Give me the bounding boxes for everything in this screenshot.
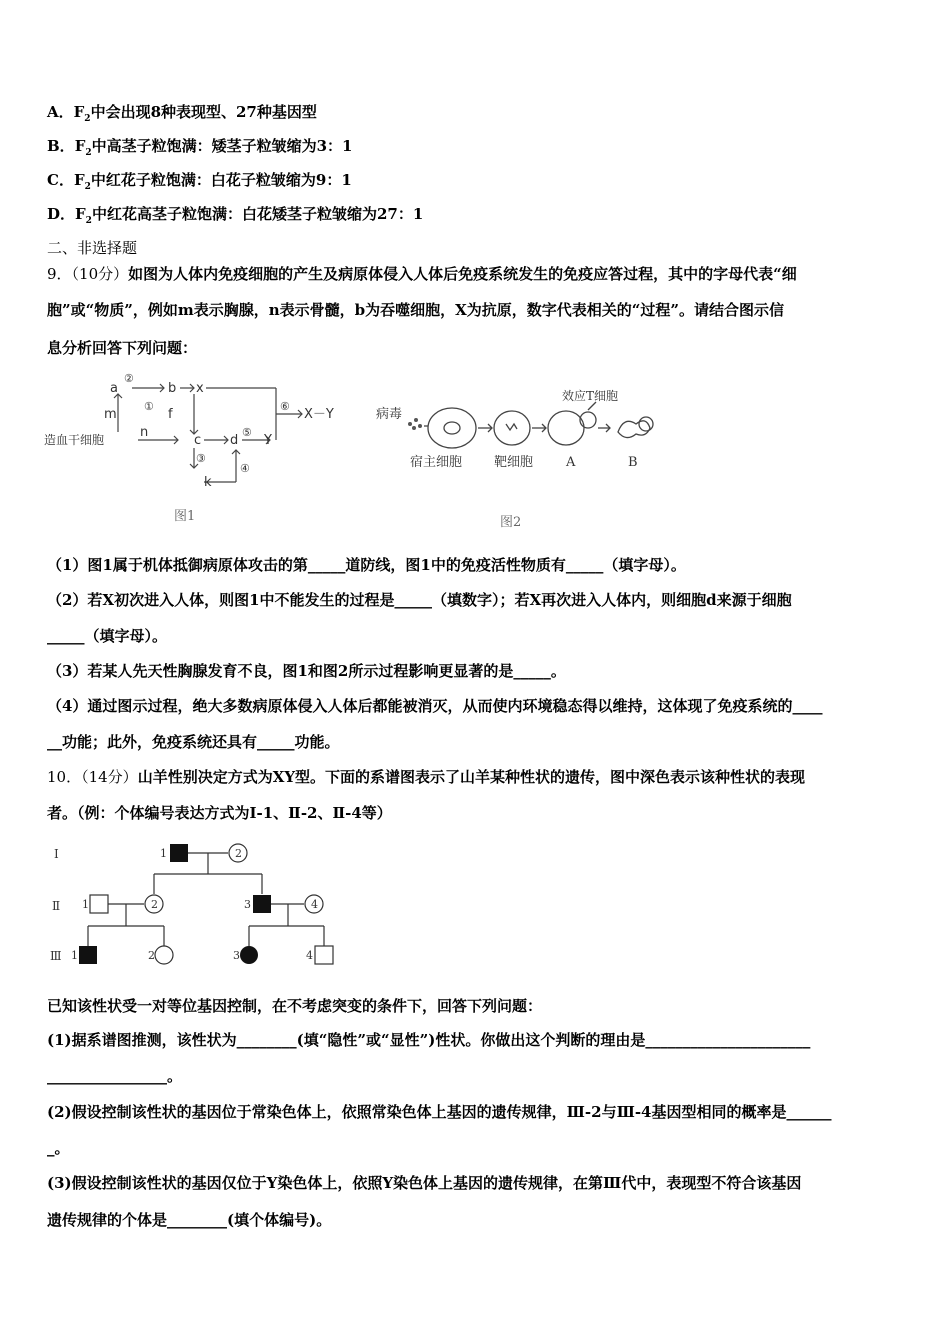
individual-II-3 <box>253 895 271 913</box>
fig1-label-c: c <box>194 433 202 448</box>
label-III-3: 3 <box>233 949 240 962</box>
fig2-caption: 图2 <box>500 515 522 530</box>
fig2-label-target: 靶细胞 <box>494 455 534 470</box>
label-III-4: 4 <box>306 949 313 962</box>
fig1-label-d: d <box>230 433 239 448</box>
fig1-label-a: a <box>110 381 118 396</box>
q10-question-1: (1)据系谱图推测，该性状为________(填“隐性”或“显性”)性状。你做出这个判断的理由是______________________ <box>47 1031 811 1049</box>
q9-question-3: （3）若某人先天性胸腺发育不良，图1和图2所示过程影响更显著的是_____。 <box>47 662 566 680</box>
q9-question-4: （4）通过图示过程，绝大多数病原体侵入人体后都能被消灭，从而使内环境稳态得以维持，这体现了免疫系统的____ <box>47 697 823 715</box>
individual-III-1 <box>79 946 97 964</box>
q10-question-3: (3)假设控制该性状的基因仅位于Y染色体上，依照Y染色体上基因的遗传规律，在第Ⅲ代中，表现型不符合该基因 <box>47 1174 802 1192</box>
q10-intro-line1: 10．（14分）山羊性别决定方式为XY型。下面的系谱图表示了山羊某种性状的遗传，图中深色表示该种性状的表现 <box>47 768 806 786</box>
figure-1-immune-diagram <box>44 370 344 530</box>
q9-intro-line1: 9．（10分）如图为人体内免疫细胞的产生及病原体侵入人体后免疫系统发生的免疫应答过程，其中的字母代表“细 <box>47 265 797 283</box>
label-III-2: 2 <box>148 949 155 962</box>
fig1-process-3: ③ <box>196 452 206 465</box>
generation-label-3: Ⅲ <box>50 949 62 963</box>
individual-III-2 <box>155 946 173 964</box>
label-II-1: 1 <box>82 898 89 911</box>
fig1-label-y: Y <box>264 433 272 448</box>
individual-II-1 <box>90 895 108 913</box>
q10-question-3-cont: 遗传规律的个体是________(填个体编号)。 <box>47 1211 332 1229</box>
option-b: B．$F_2$中高茎子粒饱满：矮茎子粒皱缩为3：1 <box>47 137 353 158</box>
fig1-process-2: ② <box>124 372 134 385</box>
section-title: 二、非选择题 <box>47 239 138 257</box>
q9-question-2-cont: _____（填字母）。 <box>47 627 168 645</box>
individual-III-3 <box>240 946 258 964</box>
individual-III-4 <box>315 946 333 964</box>
fig1-label-xy: X－Y <box>304 407 334 422</box>
fig2-label-b: B <box>628 455 638 470</box>
q10-intro-line2: 者。（例：个体编号表达方式为Ⅰ-1、Ⅱ-2、Ⅱ-4等） <box>47 804 392 822</box>
fig1-label-b: b <box>168 381 177 396</box>
fig2-label-virus: 病毒 <box>376 407 403 422</box>
q9-intro-line2: 胞”或“物质”，例如m表示胸腺，n表示骨髓，b为吞噬细胞，X为抗原，数字代表相关的“过程”。请结合图示信 <box>47 301 785 319</box>
fig1-caption: 图1 <box>174 509 196 524</box>
fig2-label-host: 宿主细胞 <box>410 455 463 470</box>
label-II-4: 4 <box>311 898 318 911</box>
option-a: A．$F_2$中会出现8种表现型、27种基因型 <box>47 103 317 124</box>
fig1-label-m: m <box>104 407 117 422</box>
label-II-2: 2 <box>151 898 158 911</box>
fig1-process-5: ⑤ <box>242 426 252 439</box>
q10-question-2: (2)假设控制该性状的基因位于常染色体上，依照常染色体上基因的遗传规律，Ⅲ-2与Ⅲ-4基因型相同的概率是______ <box>47 1103 832 1121</box>
generation-label-2: Ⅱ <box>52 899 61 913</box>
figure-2-cell-diagram <box>374 380 674 535</box>
fig1-label-source: 造血干细胞 <box>44 433 105 447</box>
pedigree-chart <box>44 836 364 976</box>
label-I-1: 1 <box>160 847 167 860</box>
q10-question-1-cont: ________________。 <box>47 1067 183 1085</box>
option-c: C．$F_2$中红花子粒饱满：白花子粒皱缩为9：1 <box>47 171 352 192</box>
q9-intro-line3: 息分析回答下列问题： <box>47 339 198 357</box>
cell-b-icon <box>618 421 650 438</box>
label-II-3: 3 <box>244 898 251 911</box>
q10-question-2-cont: _。 <box>47 1139 70 1157</box>
cell-a-icon <box>548 411 584 445</box>
label-I-2: 2 <box>235 847 242 860</box>
fig1-label-f: f <box>168 407 173 422</box>
fig1-label-x: x <box>196 381 204 396</box>
q10-given: 已知该性状受一对等位基因控制，在不考虑突变的条件下，回答下列问题： <box>47 997 543 1015</box>
virus-dots-icon <box>408 418 422 430</box>
fig2-label-a: A <box>566 455 576 470</box>
individual-I-1 <box>170 844 188 862</box>
label-III-1: 1 <box>71 949 78 962</box>
fig1-process-6: ⑥ <box>280 400 290 413</box>
fig1-process-1: ① <box>144 400 154 413</box>
fig1-label-k: k <box>204 475 212 490</box>
q9-question-4-cont: __功能；此外，免疫系统还具有_____功能。 <box>47 733 340 751</box>
generation-label-1: Ⅰ <box>54 847 59 861</box>
q9-question-1: （1）图1属于机体抵御病原体攻击的第_____道防线，图1中的免疫活性物质有_____（填字母）。 <box>47 556 686 574</box>
fig2-label-effector-t: 效应T细胞 <box>562 389 619 403</box>
fig1-process-4: ④ <box>240 462 250 475</box>
host-cell-icon <box>428 408 476 448</box>
q9-question-2: （2）若X初次进入人体，则图1中不能发生的过程是_____（填数字）；若X再次进入人体内，则细胞d来源于细胞 <box>47 591 792 609</box>
fig1-label-n: n <box>140 425 149 440</box>
option-d: D．$F_2$中红花高茎子粒饱满：白花矮茎子粒皱缩为27：1 <box>47 205 424 226</box>
